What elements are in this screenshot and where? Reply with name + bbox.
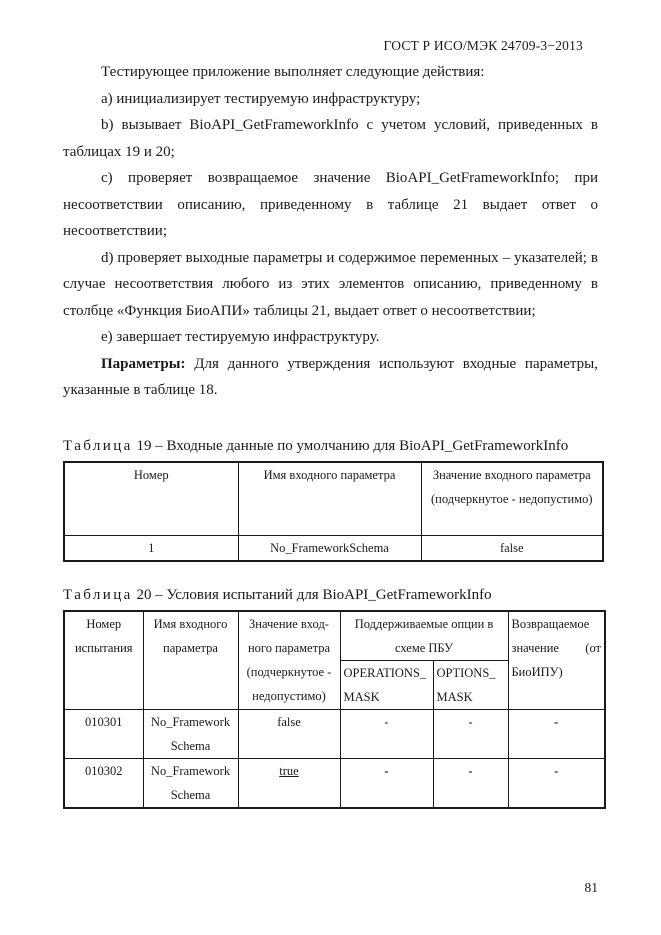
table20-header-param-value: Значение вход- ного параметра (подчеркнутое - недопустимо) xyxy=(238,611,340,710)
table20-cell-operations-mask: - xyxy=(340,759,433,809)
table20-cell-param-name: No_Framework Schema xyxy=(143,710,238,759)
table20-cell-param-value xyxy=(238,759,340,809)
table19-header-param-name: Имя входного параметра xyxy=(238,462,421,535)
page-number: 81 xyxy=(584,880,598,895)
table20-header-param-name: Имя входного параметра xyxy=(143,611,238,710)
table-row xyxy=(64,710,605,759)
table19-header-number: Номер xyxy=(64,462,238,535)
table20-caption-label: Таблица xyxy=(63,587,133,603)
table20-header-return-value: Возвращаемое значение (от БиоИПУ) xyxy=(508,611,605,710)
table20-header-options-mask: OPTIONS_ MASK xyxy=(433,661,508,710)
table20-cell-test-number: 010302 xyxy=(64,759,143,809)
table19-caption-text: 19 – Входные данные по умолчанию для BioAPI_GetFrameworkInfo xyxy=(132,438,569,454)
table20-header-test-number: Номер испытания xyxy=(64,611,143,710)
table20-caption-text: 20 – Условия испытаний для BioAPI_GetFrameworkInfo xyxy=(132,587,492,603)
table20-cell-operations-mask: - xyxy=(340,710,433,759)
table20-cell-return-value: - xyxy=(508,710,605,759)
paragraph-step-c: с) проверяет возвращаемое значение BioAPI_GetFrameworkInfo; при несоответствии описанию, приведенному в таблице 21 выдает ответ о несоответствии; xyxy=(63,170,598,239)
table20-cell-param-value: false xyxy=(238,710,340,759)
paragraph-parameters xyxy=(63,351,598,404)
parameters-text: Для данного утверждения используют входные параметры, указанные в таблице 18. xyxy=(63,355,598,398)
parameters-label: Параметры: xyxy=(101,355,186,372)
table19-cell-param-name: No_FrameworkSchema xyxy=(238,535,421,561)
paragraph-step-b: b) вызывает BioAPI_GetFrameworkInfo с учетом условий, приведенных в таблицах 19 и 20; xyxy=(63,117,598,160)
table20-caption xyxy=(63,587,492,604)
table20-cell-test-number: 010301 xyxy=(64,710,143,759)
table19 xyxy=(63,461,604,562)
table19-caption-label: Таблица xyxy=(63,438,133,454)
paragraph-intro: Тестирующее приложение выполняет следующие действия: xyxy=(101,64,485,80)
invalid-value-underlined: true xyxy=(279,764,299,778)
table20-cell-param-name: No_Framework Schema xyxy=(143,759,238,809)
table-row xyxy=(64,535,603,561)
table20-header-operations-mask: OPERATIONS_ MASK xyxy=(340,661,433,710)
body-text xyxy=(63,59,598,404)
table20 xyxy=(63,610,606,809)
table19-header-row xyxy=(64,462,603,535)
table19-caption xyxy=(63,438,568,455)
table20-cell-return-value: - xyxy=(508,759,605,809)
paragraph-step-d: d) проверяет выходные параметры и содержимое переменных – указателей; в случае несоответствия любого из этих элементов описанию, приведенному в столбце «Функция БиоАПИ» таблицы 21, выдает ответ о несоответствии; xyxy=(63,249,598,319)
table20-cell-options-mask: - xyxy=(433,759,508,809)
table19-cell-number: 1 xyxy=(64,535,238,561)
table20-header-supported-options: Поддерживаемые опции в схеме ПБУ xyxy=(340,611,508,661)
table20-cell-options-mask: - xyxy=(433,710,508,759)
paragraph-step-e: е) завершает тестируемую инфраструктуру. xyxy=(101,329,380,345)
paragraph-step-a: а) инициализирует тестируемую инфраструктуру; xyxy=(101,90,421,107)
table19-cell-param-value: false xyxy=(421,535,603,561)
table-row xyxy=(64,759,605,809)
table20-header-row xyxy=(64,611,605,661)
page-header-standard-code: ГОСТ Р ИСО/МЭК 24709-3−2013 xyxy=(383,38,583,53)
table19-header-param-value: Значение входного параметра (подчеркнутое - недопустимо) xyxy=(421,462,603,535)
